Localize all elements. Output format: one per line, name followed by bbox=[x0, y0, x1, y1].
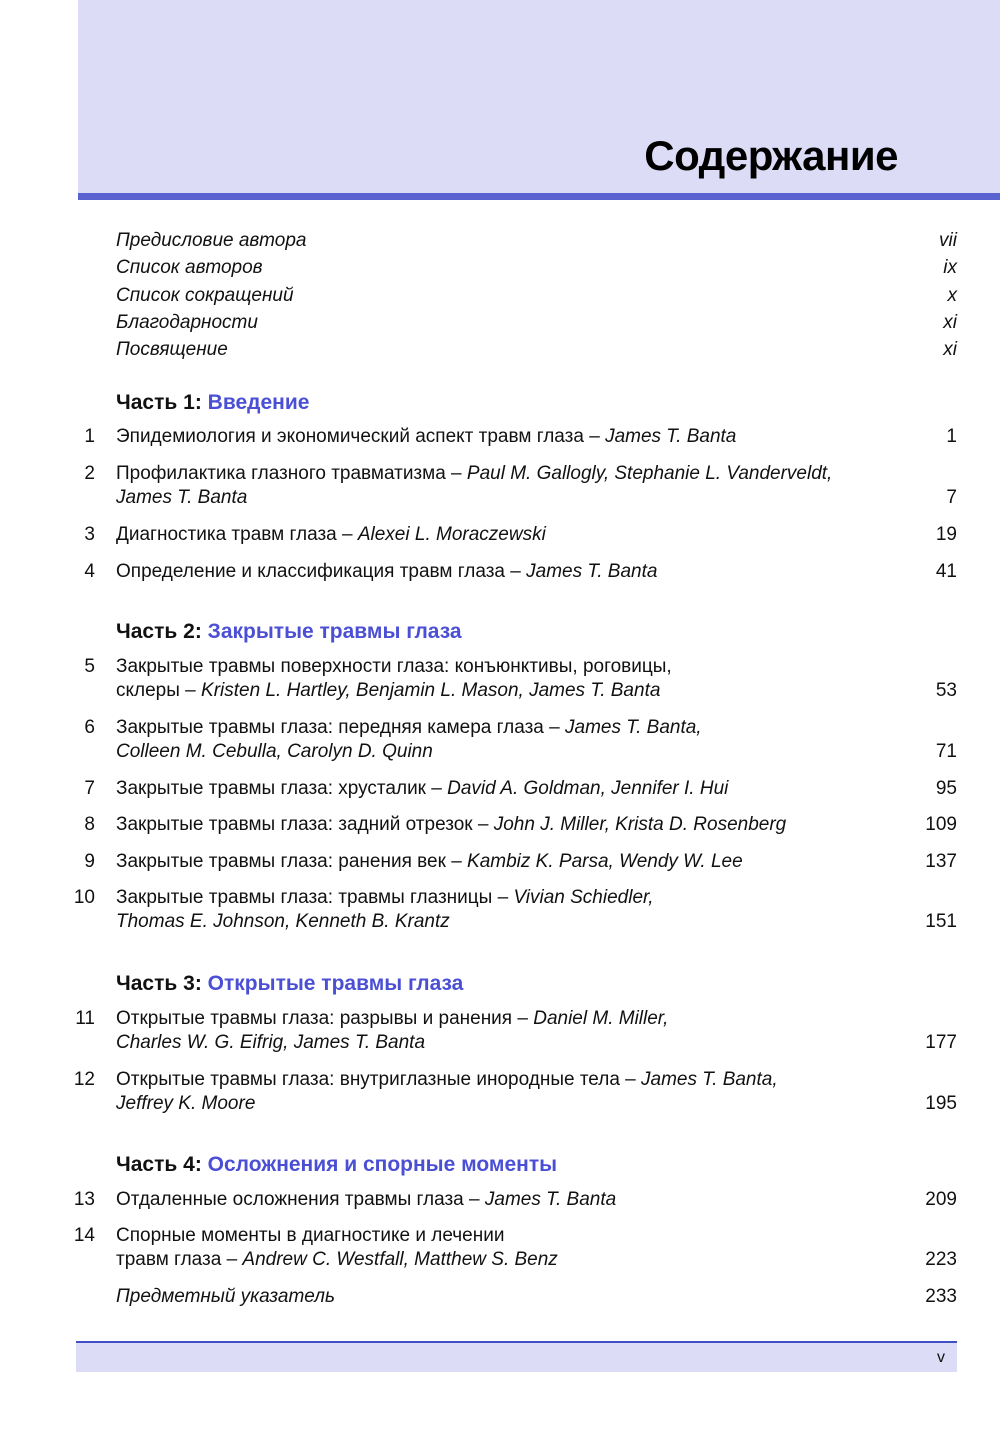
part-heading bbox=[116, 1152, 557, 1178]
chapter-title: Закрытые травмы поверхности глаза: конъюнктивы, роговицы, bbox=[116, 656, 672, 677]
chapter-authors-cont: Charles W. G. Eifrig, James T. Banta bbox=[116, 1032, 426, 1053]
chapter-page: 53 bbox=[935, 680, 957, 701]
chapter-number: 10 bbox=[73, 887, 95, 908]
chapter-page: 137 bbox=[925, 851, 957, 872]
toc-page-number: x bbox=[947, 285, 957, 306]
part-title: Осложнения и спорные моменты bbox=[207, 1153, 558, 1176]
chapter-page: 95 bbox=[935, 778, 957, 799]
chapter-title: Закрытые травмы глаза: травмы глазницы – bbox=[116, 887, 514, 908]
part-prefix: Часть 2: bbox=[116, 620, 202, 643]
chapter-title: Эпидемиология и экономический аспект травм глаза – bbox=[116, 426, 606, 447]
chapter-page: 209 bbox=[925, 1189, 957, 1210]
toc-index-label[interactable]: Предметный указатель bbox=[116, 1286, 335, 1307]
chapter-authors: James T. Banta bbox=[605, 426, 737, 447]
chapter-title-cont: травм глаза – bbox=[116, 1249, 243, 1270]
chapter-authors: Paul M. Gallogly, Stephanie L. Vanderveldt, bbox=[466, 463, 833, 484]
chapter-page: 19 bbox=[935, 524, 957, 545]
part-title: Введение bbox=[207, 391, 310, 414]
part-heading bbox=[116, 619, 462, 645]
chapter-authors-cont: Thomas E. Johnson, Kenneth B. Krantz bbox=[116, 911, 450, 932]
toc-page-number: ix bbox=[943, 257, 957, 278]
part-heading bbox=[116, 390, 309, 416]
chapter-title: Отдаленные осложнения травмы глаза – bbox=[116, 1189, 485, 1210]
chapter-page: 177 bbox=[925, 1032, 957, 1053]
chapter-authors: James T. Banta, bbox=[565, 717, 702, 738]
chapter-page: 41 bbox=[935, 561, 957, 582]
chapter-title: Определение и классификация травм глаза – bbox=[116, 561, 527, 582]
chapter-authors: James T. Banta bbox=[484, 1189, 617, 1210]
chapter-title: Профилактика глазного травматизма – bbox=[116, 463, 467, 484]
chapter-page: 1 bbox=[946, 426, 957, 447]
chapter-title: Открытые травмы глаза: внутриглазные инородные тела – bbox=[116, 1069, 642, 1090]
toc-page-number: 233 bbox=[925, 1286, 957, 1307]
page-folio: v bbox=[937, 1349, 945, 1366]
toc-front-matter-label[interactable]: Список авторов bbox=[116, 257, 263, 278]
footer-band bbox=[76, 1343, 957, 1372]
chapter-title: Закрытые травмы глаза: хрусталик – bbox=[116, 778, 448, 799]
part-prefix: Часть 4: bbox=[116, 1153, 202, 1176]
chapter-page: 7 bbox=[946, 487, 957, 508]
chapter-title: Закрытые травмы глаза: ранения век – bbox=[116, 851, 468, 872]
chapter-number: 9 bbox=[84, 851, 95, 872]
chapter-authors: Andrew C. Westfall, Matthew S. Benz bbox=[242, 1249, 558, 1270]
toc-page-number: xi bbox=[943, 339, 957, 360]
chapter-number: 2 bbox=[84, 463, 95, 484]
toc-chapter-entry[interactable] bbox=[0, 462, 1000, 510]
chapter-number: 8 bbox=[84, 814, 95, 835]
chapter-title: Открытые травмы глаза: разрывы и ранения – bbox=[116, 1008, 534, 1029]
toc-page-number: xi bbox=[943, 312, 957, 333]
toc-front-matter-label[interactable]: Список сокращений bbox=[116, 285, 294, 306]
part-heading bbox=[116, 971, 463, 997]
page-title: Содержание bbox=[644, 132, 898, 179]
chapter-number: 3 bbox=[84, 524, 95, 545]
chapter-title: Диагностика травм глаза – bbox=[116, 524, 358, 545]
toc-front-matter-label[interactable]: Посвящение bbox=[116, 339, 228, 360]
part-title: Открытые травмы глаза bbox=[207, 972, 464, 995]
chapter-number: 11 bbox=[75, 1008, 95, 1029]
chapter-title: Закрытые травмы глаза: передняя камера глаза – bbox=[116, 717, 565, 738]
part-prefix: Часть 3: bbox=[116, 972, 202, 995]
chapter-authors: Daniel M. Miller, bbox=[533, 1008, 669, 1029]
chapter-authors: David A. Goldman, Jennifer I. Hui bbox=[447, 778, 729, 799]
chapter-authors-cont: James T. Banta bbox=[116, 487, 248, 508]
chapter-page: 223 bbox=[925, 1249, 957, 1270]
chapter-authors-cont: Jeffrey K. Moore bbox=[116, 1093, 256, 1114]
chapter-authors: Kambiz K. Parsa, Wendy W. Lee bbox=[467, 851, 743, 872]
chapter-page: 195 bbox=[925, 1093, 957, 1114]
chapter-page: 151 bbox=[925, 911, 957, 932]
chapter-page: 109 bbox=[925, 814, 957, 835]
toc-page-number: vii bbox=[939, 230, 957, 251]
chapter-authors: Alexei L. Moraczewski bbox=[357, 524, 546, 545]
chapter-authors: Vivian Schiedler, bbox=[513, 887, 654, 908]
chapter-title: Закрытые травмы глаза: задний отрезок – bbox=[116, 814, 494, 835]
chapter-number: 13 bbox=[73, 1189, 95, 1210]
chapter-authors: John J. Miller, Krista D. Rosenberg bbox=[493, 814, 787, 835]
part-title: Закрытые травмы глаза bbox=[207, 620, 462, 643]
chapter-authors: Kristen L. Hartley, Benjamin L. Mason, James T. Banta bbox=[201, 680, 661, 701]
chapter-number: 14 bbox=[73, 1225, 95, 1246]
toc-front-matter-label[interactable]: Предисловие автора bbox=[116, 230, 307, 251]
chapter-authors: James T. Banta, bbox=[641, 1069, 778, 1090]
chapter-title: Спорные моменты в диагностике и лечении bbox=[116, 1225, 505, 1246]
chapter-authors: James T. Banta bbox=[526, 561, 658, 582]
chapter-title-cont: склеры – bbox=[116, 680, 202, 701]
chapter-number: 7 bbox=[84, 778, 95, 799]
toc-front-matter-label[interactable]: Благодарности bbox=[116, 312, 258, 333]
chapter-number: 6 bbox=[84, 717, 95, 738]
chapter-number: 5 bbox=[84, 656, 95, 677]
chapter-number: 12 bbox=[73, 1069, 95, 1090]
chapter-page: 71 bbox=[935, 741, 957, 762]
chapter-number: 4 bbox=[84, 561, 95, 582]
chapter-number: 1 bbox=[84, 426, 95, 447]
chapter-authors-cont: Colleen M. Cebulla, Carolyn D. Quinn bbox=[116, 741, 433, 762]
header-rule bbox=[78, 193, 1000, 200]
part-prefix: Часть 1: bbox=[116, 391, 202, 414]
